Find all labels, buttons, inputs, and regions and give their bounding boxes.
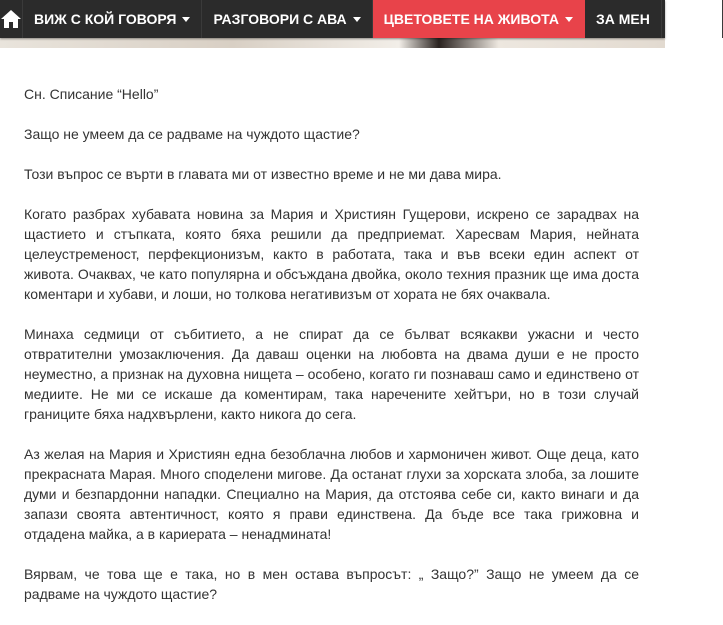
nav-item-colors-of-life[interactable] [373, 0, 585, 38]
chevron-down-icon [182, 17, 190, 22]
article-paragraph: Аз желая на Мария и Християн една безоблачна любов и хармоничен живот. Още деца, като прекрасната Марая. Много споделени мигове. Да останат глухи за хорската злоба, за лошите думи и безпардонни нападки. Специално на Мария, да отстоява себе си, както винаги и да запази своята автентичност, която я прави единствена. Да бъде все така грижовна и отдадена майка, а в кариерата – ненадмината! [24, 446, 639, 542]
article-body [24, 84, 639, 624]
nav-item-who-i-talk-to[interactable] [23, 0, 202, 38]
nav-item-label: ЦВЕТОВЕТЕ НА ЖИВОТА [383, 11, 559, 27]
home-icon [0, 9, 22, 29]
nav-item-label: ВИЖ С КОЙ ГОВОРЯ [34, 11, 177, 27]
nav-item-label: КОНТ [672, 11, 711, 27]
article-paragraph: Когато разбрах хубавата новина за Мария и Християн Гущерови, искрено се зарадвах на щастието и стъпката, която бяха решили да предприемат. Харесвам Мария, нейната целеустременост, перфекционизъм, както в работата, така и във всеки един аспект от живота. Очаквах, че като популярна и обсъждана двойка, около техния празник ще има доста коментари и хубави, и лоши, но толкова негативизъм от хората не бях очаквала. [24, 206, 639, 302]
nav-item-contacts[interactable] [662, 0, 723, 38]
article-paragraph: Вярвам, че това ще е така, но в мен остава въпросът: „ Защо?” Защо не умеем да се радваме на чуждото щастие? [24, 566, 639, 602]
photo-credit: Сн. Списание “Hello” [24, 86, 159, 102]
chevron-down-icon [565, 17, 573, 22]
article-paragraph: Минаха седмици от събитието, а не спират да се бълват всякакви ужасни и често отвратителни умозаключения. Да даваш оценки на любовта на двама души е не просто неуместно, а признак на духовна нищета – особено, когато ги познаваш само и единствено от медиите. Не ми се искаше да коментирам, така наречените хейтъри, но в този случай границите бяха надхвърлени, както никога до сега. [24, 326, 639, 422]
main-navigation [0, 0, 711, 38]
nav-home-button[interactable] [0, 0, 23, 38]
nav-item-about-me[interactable] [585, 0, 662, 38]
chevron-down-icon [353, 17, 361, 22]
nav-item-label: ЗА МЕН [595, 11, 650, 27]
article-paragraph: Този въпрос се върти в главата ми от известно време и не ми дава мира. [24, 166, 502, 182]
nav-item-talks-with-ava[interactable] [202, 0, 372, 38]
article-question: Защо не умеем да се радваме на чуждото щастие? [24, 126, 360, 142]
nav-item-label: РАЗГОВОРИ С АВА [213, 11, 347, 27]
